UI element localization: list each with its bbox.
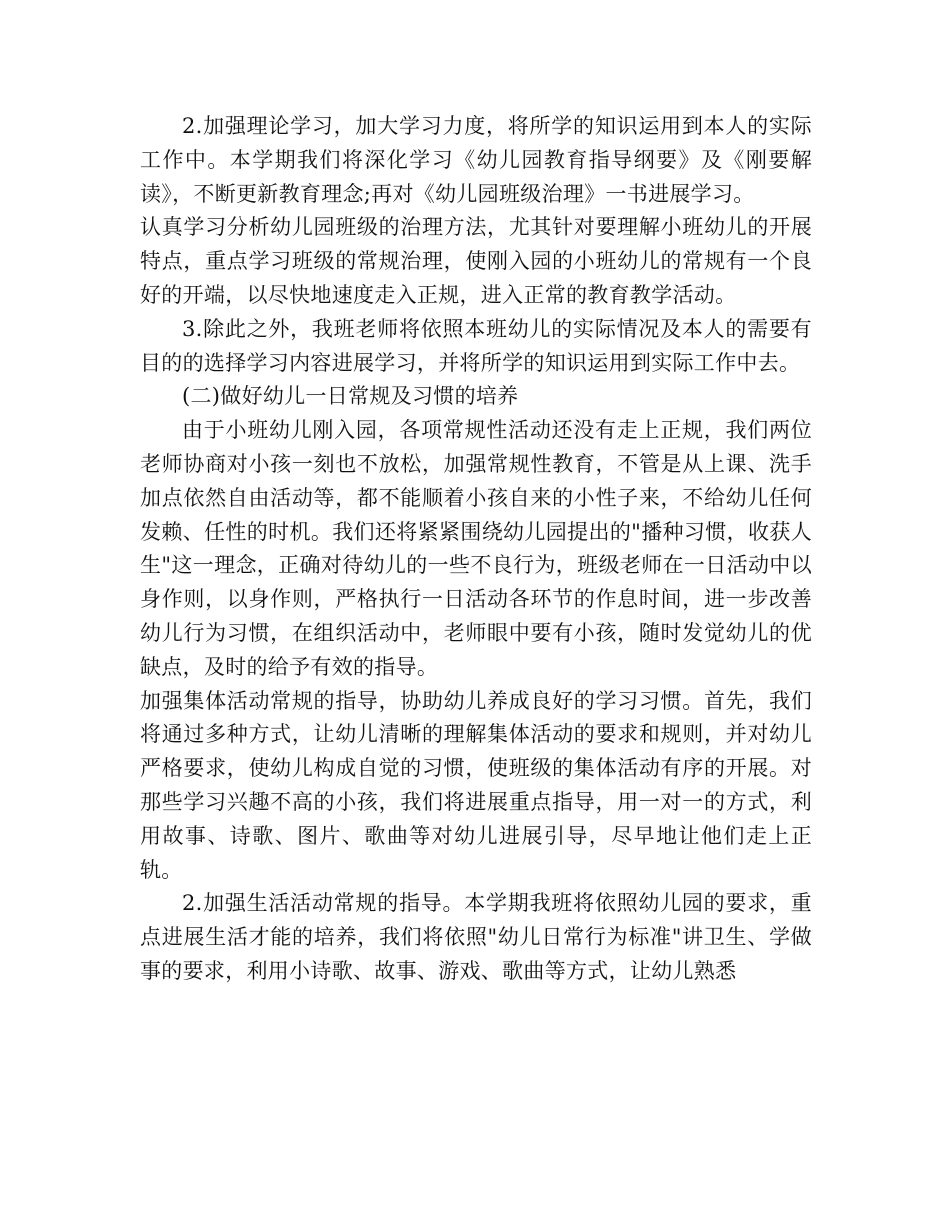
paragraph-4: 由于小班幼儿刚入园，各项常规性活动还没有走上正规，我们两位老师协商对小孩一刻也不放松，加强常规性教育，不管是从上课、洗手加点依然自由活动等，都不能顺着小孩自来的小性子来，不给幼儿任何发赖、任性的时机。我们还将紧紧围绕幼儿园提出的"播种习惯，收获人生"这一理念，正确对待幼儿的一些不良行为，班级老师在一日活动中以身作则，以身作则，严格执行一日活动各环节的作息时间，进一步改善幼儿行为习惯，在组织活动中，老师眼中要有小孩，随时发觉幼儿的优缺点，及时的给予有效的指导。 xyxy=(140,418,812,679)
paragraph-2: 认真学习分析幼儿园班级的治理方法，尤其针对要理解小班幼儿的开展特点，重点学习班级的常规治理，使刚入园的小班幼儿的常规有一个良好的开端，以尽快地速度走入正规，进入正常的教育教学活动。 xyxy=(140,215,812,307)
paragraph-3: 3.除此之外，我班老师将依照本班幼儿的实际情况及本人的需要有目的的选择学习内容进展学习，并将所学的知识运用到实际工作中去。 xyxy=(140,316,812,375)
section-heading: (二)做好幼儿一日常规及习惯的培养 xyxy=(182,384,519,409)
paragraph-6: 2.加强生活活动常规的指导。本学期我班将依照幼儿园的要求，重点进展生活才能的培养，我们将依照"幼儿日常行为标准"讲卫生、学做事的要求，利用小诗歌、故事、游戏、歌曲等方式，让幼儿熟悉 xyxy=(140,891,812,983)
paragraph-5: 加强集体活动常规的指导，协助幼儿养成良好的学习习惯。首先，我们将通过多种方式，让幼儿清晰的理解集体活动的要求和规则，并对幼儿严格要求，使幼儿构成自觉的习惯，使班级的集体活动有序的开展。对那些学习兴趣不高的小孩，我们将进展重点指导，用一对一的方式，利用故事、诗歌、图片、歌曲等对幼儿进展引导，尽早地让他们走上正轨。 xyxy=(140,688,812,882)
paragraph-1: 2.加强理论学习，加大学习力度，将所学的知识运用到本人的实际工作中。本学期我们将深化学习《幼儿园教育指导纲要》及《刚要解读》，不断更新教育理念;再对《幼儿园班级治理》一书进展学习。 xyxy=(140,114,812,206)
document-page xyxy=(140,110,812,989)
